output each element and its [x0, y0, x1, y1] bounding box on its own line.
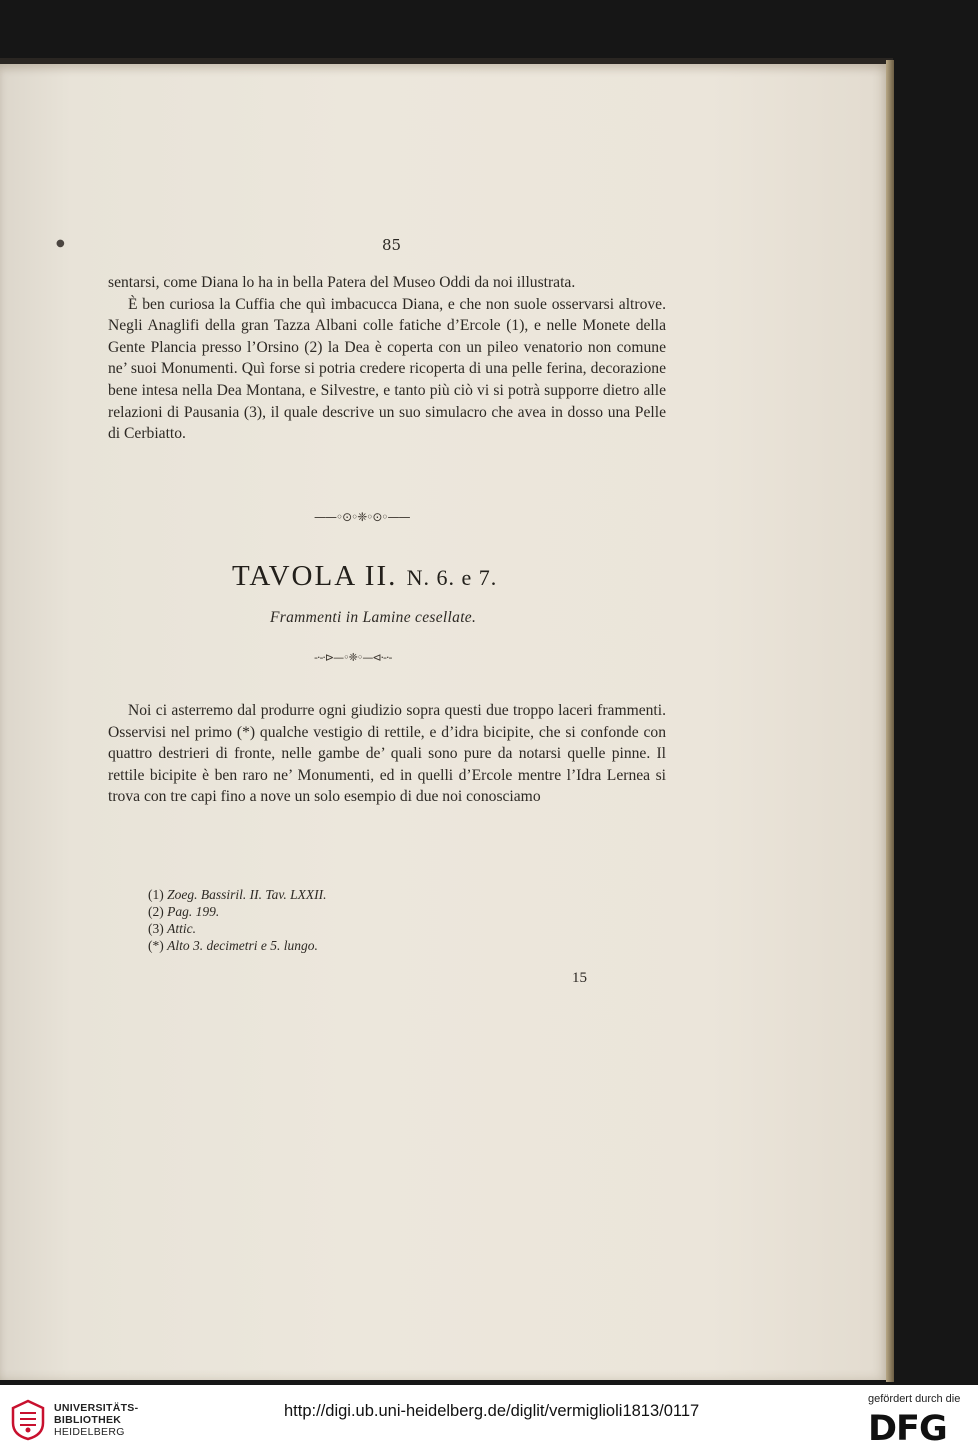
footnote-mark: (*): [148, 938, 164, 953]
footnote-mark: (3): [148, 921, 164, 936]
paragraph-2-body: Noi ci asterremo dal produrre ogni giudizio sopra questi due troppo laceri frammenti. Osservisi nel primo (*) qualche vestigio di rettile, e d’idra bicipite, che si confonde con quattro destrieri di fronte, nelle gambe de’ quali sono pure da notarsi quelle pinne. Il rettile bicipite è ben raro ne’ Monumenti, ed in quelli d’Ercole mentre l’Idra Lernea si trova con tre capi fino a nove un solo esempio di due noi conosciamo: [108, 702, 666, 806]
dfg-logo: DFG: [868, 1409, 947, 1449]
library-name-line: UNIVERSITÄTS-: [54, 1402, 139, 1414]
library-name-line: BIBLIOTHEK: [54, 1414, 122, 1426]
footnote-mark: (2): [148, 904, 164, 919]
paragraph-1-first-line: sentarsi, come Diana lo ha in bella Patera del Museo Oddi da noi illustrata.: [108, 274, 576, 291]
page-number: 85: [382, 236, 402, 254]
footnote-text: Zoeg. Bassiril. II. Tav. LXXII.: [167, 887, 327, 902]
page-edge: [886, 60, 894, 1382]
university-seal-icon: [10, 1399, 46, 1441]
footnote-text: Attic.: [167, 921, 196, 936]
paragraph-2: [108, 700, 666, 808]
footnote: [148, 903, 327, 920]
margin-mark: ●: [56, 238, 65, 249]
paragraph-1: [108, 272, 666, 445]
paragraph-1-body: È ben curiosa la Cuffia che quì imbacucca Diana, e che non suole osservarsi altrove. Negli Anaglifi della gran Tazza Albani colle fatiche d’Ercole (1), e nelle Monete della Gente Plancia presso l’Orsino (2) la Dea è coperta con un pileo venatorio non comune ne’ suoi Monumenti. Quì forse si potria credere ricoperta di una pelle ferina, decorazione bene intesa nella Dea Montana, e Silvestre, e tanto più ciò vi si potrà supporre dietro alle relazioni di Pausania (3), il quale descrive un suo simulacro che avea in dosso una Pelle di Cerbiatto.: [108, 295, 666, 443]
footnote-text: Alto 3. decimetri e 5. lungo.: [167, 938, 318, 953]
ornament-divider-top: ——◦⊙◦❈◦⊙◦——: [314, 510, 410, 524]
footnote: [148, 937, 327, 954]
footnote-text: Pag. 199.: [167, 904, 220, 919]
footer-bar: [0, 1385, 978, 1455]
footnotes: [148, 886, 327, 954]
permalink-url[interactable]: http://digi.ub.uni-heidelberg.de/diglit/vermiglioli1813/0117: [284, 1402, 700, 1420]
footnote: [148, 920, 327, 937]
funding-label: gefördert durch die: [868, 1393, 961, 1405]
footnote-mark: (1): [148, 887, 164, 902]
ornament-divider-bottom: -·-·⊳—◦❈◦—⊲·-·-: [314, 651, 392, 664]
footnote: [148, 886, 327, 903]
heading-title: TAVOLA II.: [232, 560, 398, 592]
library-name: [54, 1402, 138, 1438]
heading-numbers: N. 6. e 7.: [406, 565, 498, 590]
section-heading: [232, 560, 497, 593]
signature-mark: 15: [572, 970, 587, 986]
section-subtitle: Frammenti in Lamine cesellate.: [270, 609, 477, 626]
library-name-line: HEIDELBERG: [54, 1426, 125, 1438]
